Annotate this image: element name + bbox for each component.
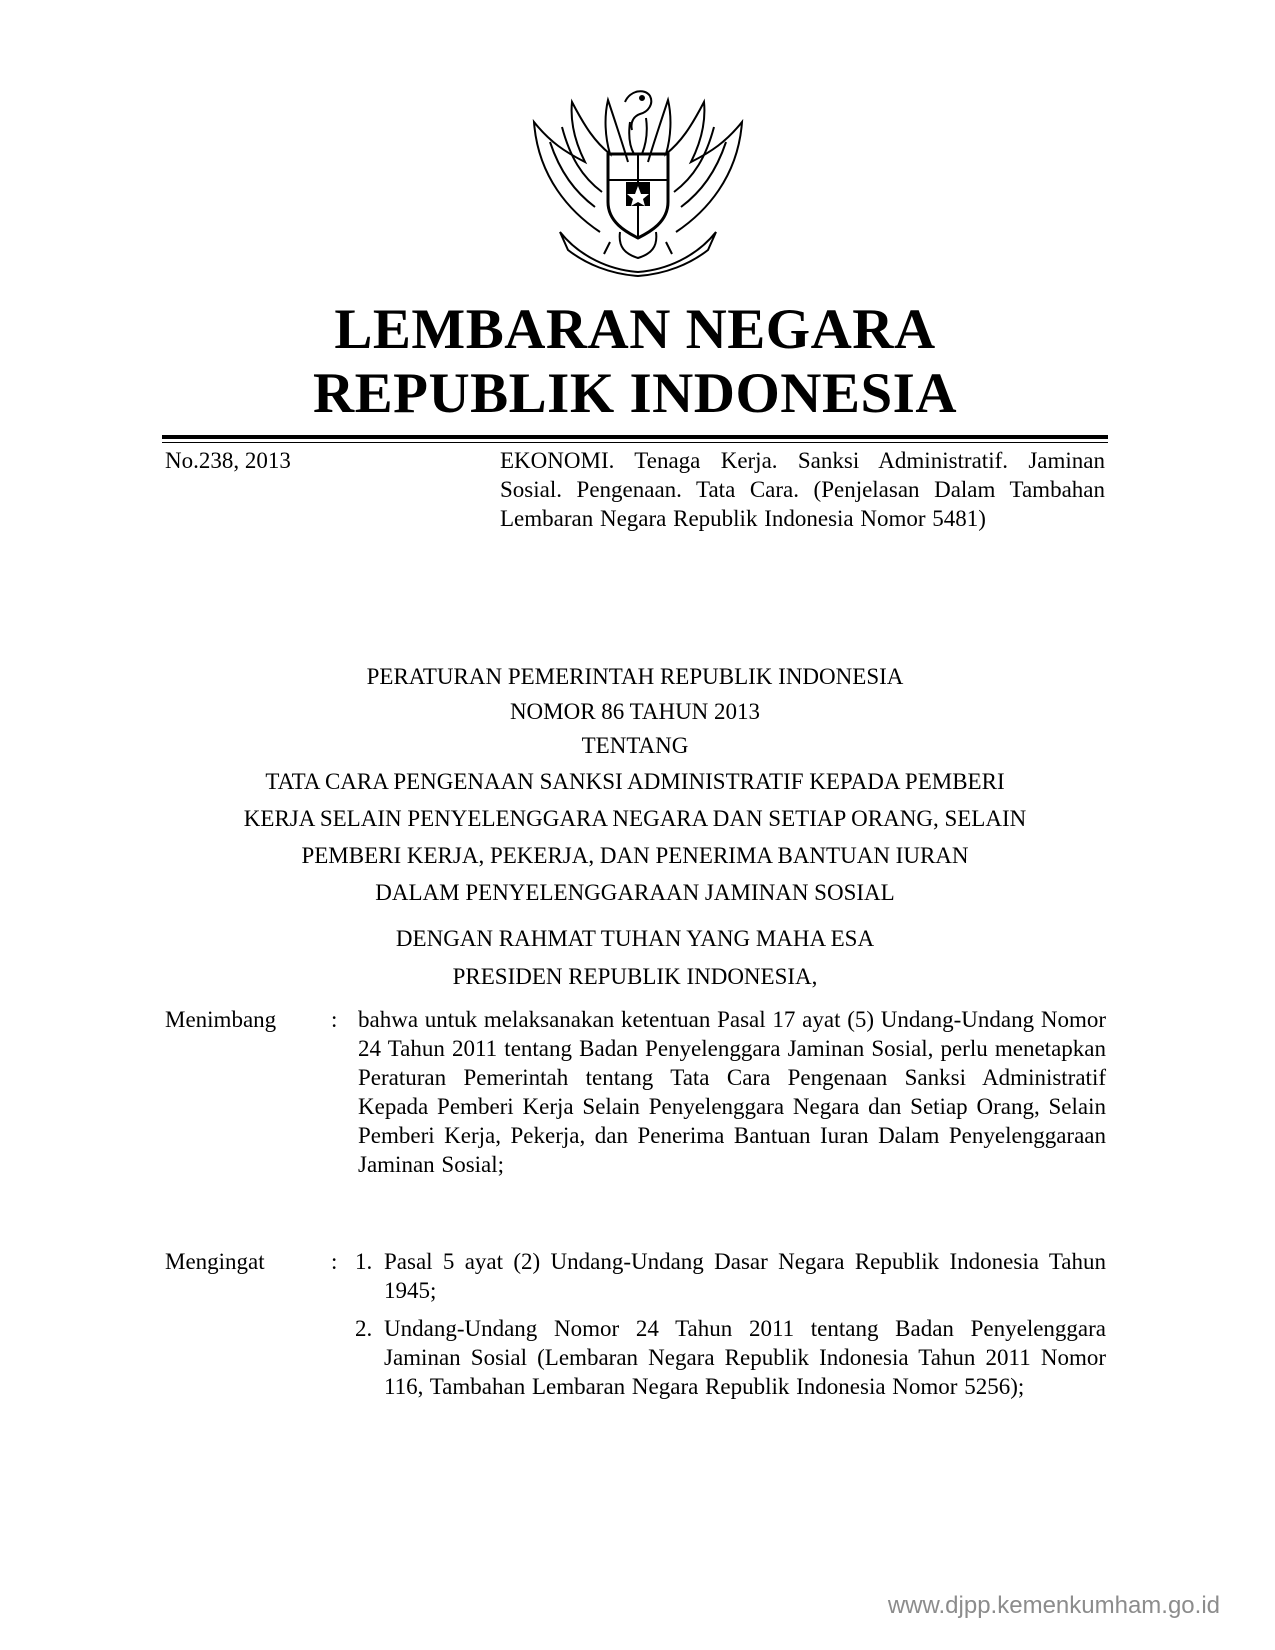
list-number: 2. <box>355 1316 373 1341</box>
menimbang-colon: : <box>331 1007 338 1032</box>
masthead <box>160 298 1110 426</box>
footer-url-link[interactable]: www.djpp.kemenkumham.go.id <box>887 1592 1220 1619</box>
invocation-line-2: PRESIDEN REPUBLIK INDONESIA, <box>452 964 818 989</box>
issue-subject: EKONOMI. Tenaga Kerja. Sanksi Administratif. Jaminan Sosial. Pengenaan. Tata Cara. (Penjelasan Dalam Tambahan Lembaran Negara Republik Indonesia Nomor 5481) <box>500 448 1105 531</box>
title-line-2: NOMOR 86 TAHUN 2013 <box>509 699 761 724</box>
issue-number: No.238, 2013 <box>165 448 291 473</box>
garuda-emblem-icon <box>530 82 746 278</box>
mengingat-item-1 <box>355 1247 1106 1305</box>
title-subject-line: TATA CARA PENGENAAN SANKSI ADMINISTRATIF KEPADA PEMBERI <box>265 769 1005 794</box>
masthead-line-1: LEMBARAN NEGARA <box>334 298 936 361</box>
title-subject-line: KERJA SELAIN PENYELENGGARA NEGARA DAN SETIAP ORANG, SELAIN <box>243 806 1027 831</box>
mengingat-label: Mengingat <box>165 1249 265 1274</box>
invocation-line-1: DENGAN RAHMAT TUHAN YANG MAHA ESA <box>395 926 875 951</box>
mengingat-item-2 <box>355 1314 1106 1401</box>
masthead-line-2: REPUBLIK INDONESIA <box>312 362 958 425</box>
masthead-rule-thin <box>162 442 1108 443</box>
invocation <box>160 920 1110 996</box>
title-line-3: TENTANG <box>581 733 689 758</box>
menimbang-label: Menimbang <box>165 1007 277 1032</box>
title-subject-line: DALAM PENYELENGGARAAN JAMINAN SOSIAL <box>375 880 895 905</box>
mengingat-colon: : <box>331 1249 338 1274</box>
list-text: Pasal 5 ayat (2) Undang-Undang Dasar Negara Republik Indonesia Tahun 1945; <box>384 1249 1106 1303</box>
title-subject-line: PEMBERI KERJA, PEKERJA, DAN PENERIMA BANTUAN IURAN <box>301 843 969 868</box>
menimbang-text: bahwa untuk melaksanakan ketentuan Pasal 17 ayat (5) Undang-Undang Nomor 24 Tahun 2011 tentang Badan Penyelenggara Jaminan Sosial, perlu menetapkan Peraturan Pemerintah tentang Tata Cara Pengenaan Sanksi Administratif Kepada Pemberi Kerja Selain Penyelenggara Negara dan Setiap Orang, Selain Pemberi Kerja, Pekerja, dan Penerima Bantuan Iuran Dalam Penyelenggaraan Jaminan Sosial; <box>358 1007 1106 1177</box>
list-number: 1. <box>355 1249 373 1274</box>
list-text: Undang-Undang Nomor 24 Tahun 2011 tentang Badan Penyelenggara Jaminan Sosial (Lembaran Negara Republik Indonesia Tahun 2011 Nomor 116, Tambahan Lembaran Negara Republik Indonesia Nomor 5256); <box>384 1316 1106 1399</box>
masthead-rule-thick <box>162 435 1108 439</box>
regulation-title <box>160 658 1110 911</box>
title-line-1: PERATURAN PEMERINTAH REPUBLIK INDONESIA <box>366 664 904 689</box>
